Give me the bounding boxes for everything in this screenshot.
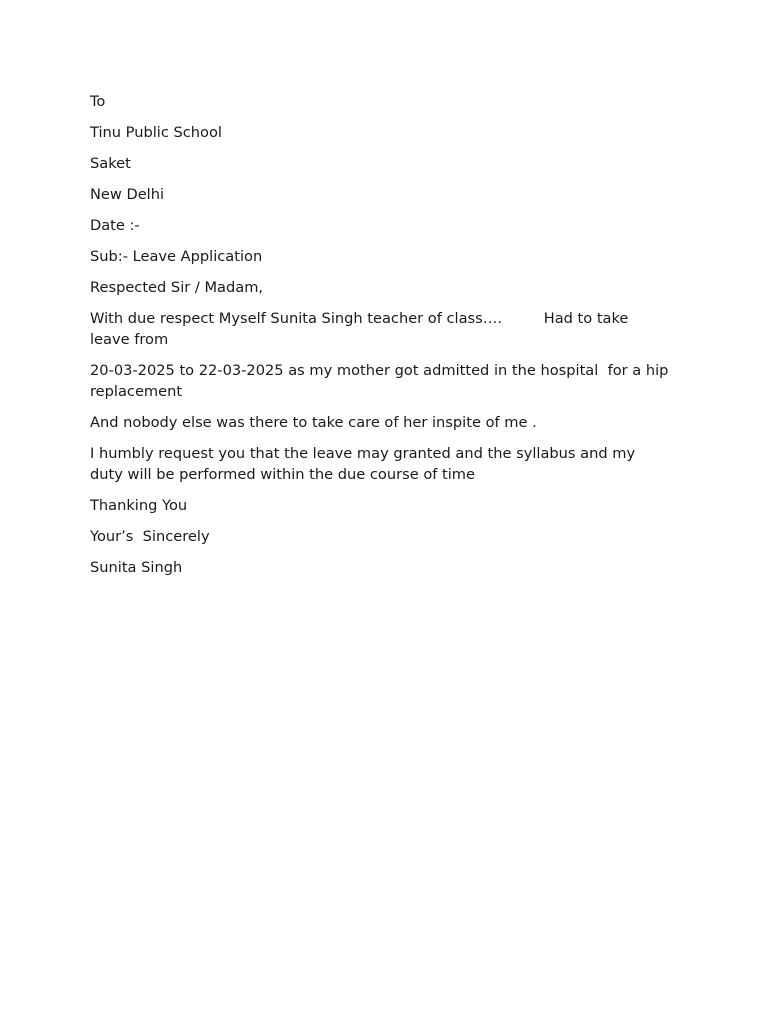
body-paragraph: With due respect Myself Sunita Singh teacher of class…. Had to take leave from	[90, 310, 634, 348]
leave-application-letter	[90, 91, 674, 588]
recipient-school: Tinu Public School	[90, 124, 222, 141]
body-paragraph: And nobody else was there to take care of her inspite of me .	[90, 414, 537, 431]
letter-closing: Thanking You	[90, 497, 188, 514]
recipient-to: To	[90, 93, 106, 110]
body-paragraph: 20-03-2025 to 22-03-2025 as my mother got admitted in the hospital for a hip replacement	[90, 362, 674, 400]
recipient-city: New Delhi	[90, 186, 165, 203]
letter-date: Date :-	[90, 217, 140, 234]
letter-subject: Sub:- Leave Application	[90, 248, 263, 265]
letter-sign-off: Your’s Sincerely	[90, 528, 210, 545]
letter-salutation: Respected Sir / Madam,	[90, 279, 264, 296]
recipient-area: Saket	[90, 155, 131, 172]
body-paragraph: I humbly request you that the leave may granted and the syllabus and my duty will be performed within the due course of time	[90, 445, 640, 483]
letter-signature: Sunita Singh	[90, 559, 183, 576]
